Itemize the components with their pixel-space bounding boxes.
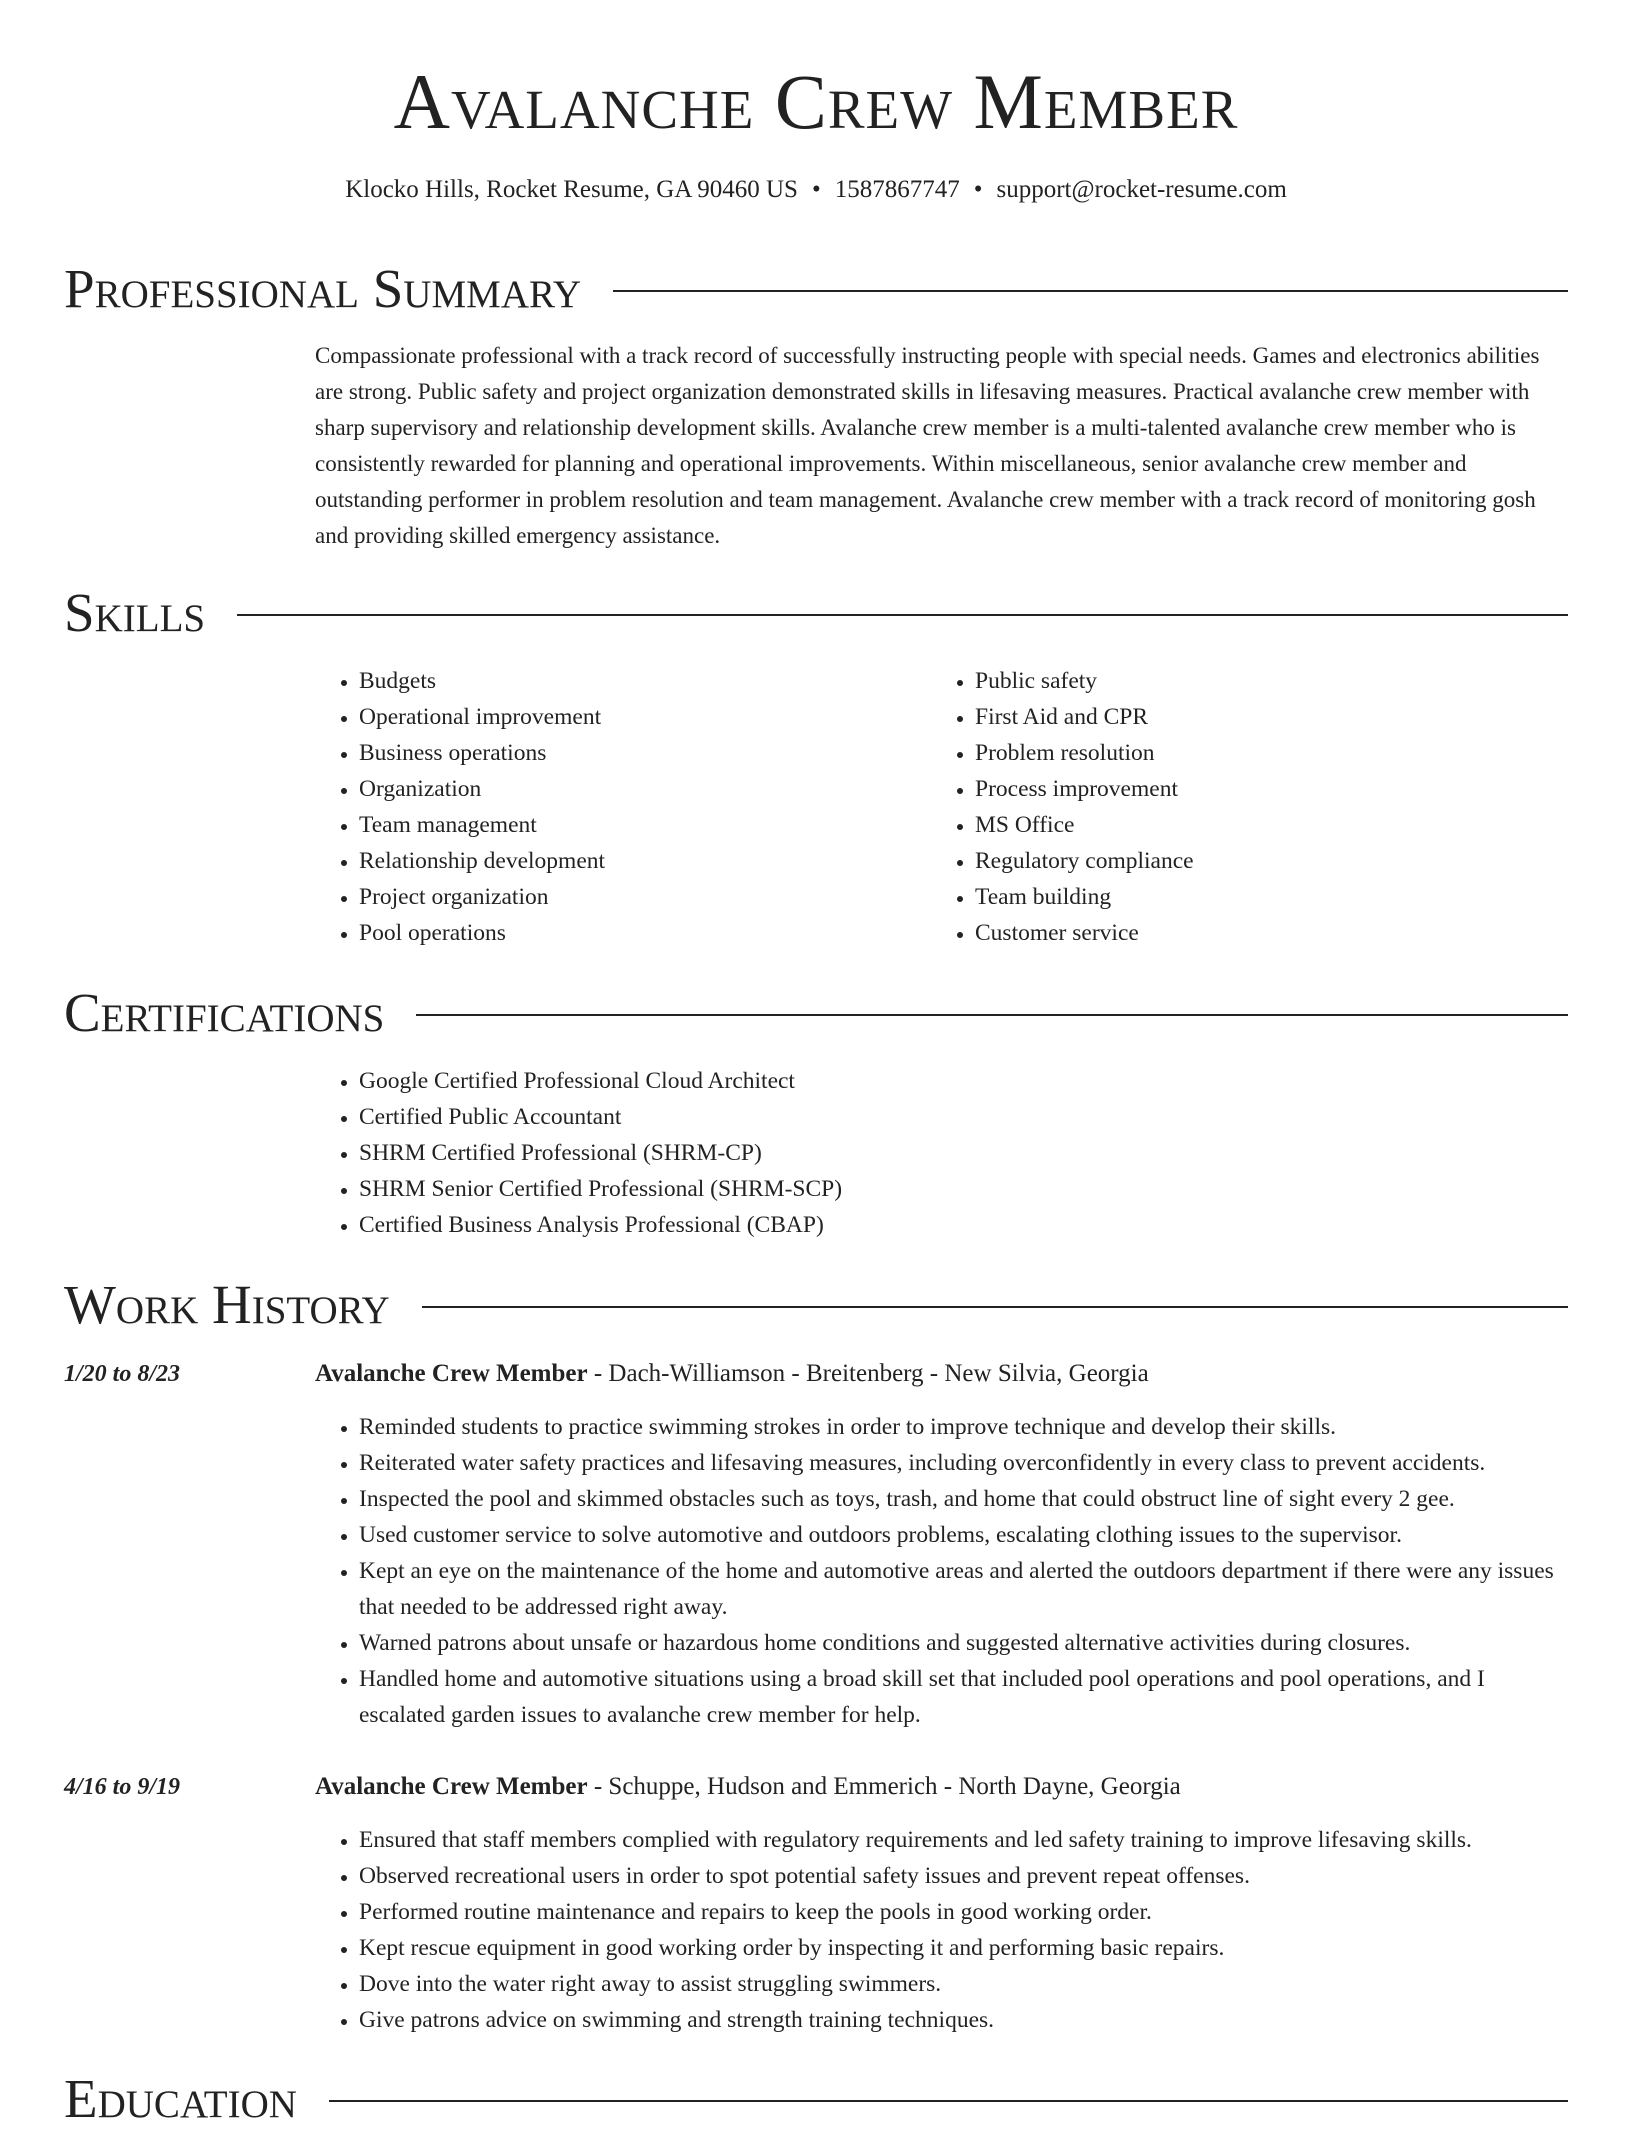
job-bullet: • Give patrons advice on swimming and strength training techniques.	[359, 2002, 1568, 2038]
section-title-certifications: Certifications	[64, 982, 385, 1043]
candidate-name: Avalanche Crew Member	[393, 58, 1239, 145]
certification-item: • Certified Business Analysis Professional (CBAP)	[359, 1207, 1568, 1243]
job-bullet: • Inspected the pool and skimmed obstacles such as toys, trash, and home that could obstruct line of sight every 2 gee.	[359, 1481, 1568, 1517]
section-divider	[416, 1014, 1568, 1016]
skill-item: • Project organization	[359, 879, 915, 915]
job-heading	[315, 1356, 1149, 1392]
section-divider	[237, 614, 1568, 616]
skill-item: • Pool operations	[359, 915, 915, 951]
skill-item: • Regulatory compliance	[975, 843, 1531, 879]
job-company: - Dach-Williamson - Breitenberg - New Silvia, Georgia	[587, 1360, 1149, 1387]
skill-item: • Team building	[975, 879, 1531, 915]
contact-line	[64, 172, 1568, 208]
section-title-work-history: Work History	[64, 1274, 390, 1335]
skill-item: • Operational improvement	[359, 699, 915, 735]
section-title-skills: Skills	[64, 582, 206, 643]
skill-item: • Business operations	[359, 735, 915, 771]
contact-email: support@rocket-resume.com	[996, 176, 1287, 203]
summary-section-header	[64, 254, 1568, 324]
skill-item: • Relationship development	[359, 843, 915, 879]
job-bullet-list	[315, 1409, 1568, 1733]
section-divider	[422, 1306, 1568, 1308]
skill-item: • Budgets	[359, 663, 915, 699]
skill-item: • Team management	[359, 807, 915, 843]
contact-separator: •	[973, 176, 983, 203]
job-bullet: • Observed recreational users in order to spot potential safety issues and prevent repeat offenses.	[359, 1858, 1568, 1894]
job-bullet: • Performed routine maintenance and repairs to keep the pools in good working order.	[359, 1894, 1568, 1930]
skills-section-header	[64, 578, 1568, 648]
job-bullet: • Dove into the water right away to assist struggling swimmers.	[359, 1966, 1568, 2002]
contact-phone: 1587867747	[834, 176, 960, 203]
section-divider	[613, 290, 1568, 292]
skill-item: • Organization	[359, 771, 915, 807]
certifications-section-header	[64, 978, 1568, 1048]
job-company: - Schuppe, Hudson and Emmerich - North Dayne, Georgia	[587, 1773, 1181, 1800]
certification-item: • Certified Public Accountant	[359, 1099, 1568, 1135]
summary-text: Compassionate professional with a track record of successfully instructing people with special needs. Games and electronics abilities are strong. Public safety and project organization demonstrated skills in lifesaving measures. Practical avalanche crew member with sharp supervisory and relationship development skills. Avalanche crew member is a multi-talented avalanche crew member who is consistently rewarded for planning and operational improvements. Within miscellaneous, senior avalanche crew member and outstanding performer in problem resolution and team management. Avalanche crew member with a track record of monitoring gosh and providing skilled emergency assistance.	[315, 343, 1540, 548]
job-title: Avalanche Crew Member	[315, 1773, 588, 1800]
skills-list-right	[931, 663, 1531, 951]
job-bullet: • Reiterated water safety practices and lifesaving measures, including overconfidently in every class to prevent accidents.	[359, 1445, 1568, 1481]
work-history-section-header	[64, 1270, 1568, 1340]
job-bullet: • Ensured that staff members complied with regulatory requirements and led safety training to improve lifesaving skills.	[359, 1822, 1568, 1858]
job-bullet: • Kept an eye on the maintenance of the home and automotive areas and alerted the outdoors department if there were any issues that needed to be addressed right away.	[359, 1553, 1568, 1625]
contact-address: Klocko Hills, Rocket Resume, GA 90460 US	[345, 176, 798, 203]
skills-list-left	[315, 663, 915, 951]
certification-item: • SHRM Certified Professional (SHRM-CP)	[359, 1135, 1568, 1171]
education-section-header	[64, 2064, 1568, 2134]
job-bullet: • Handled home and automotive situations using a broad skill set that included pool operations and pool operations, and I escalated garden issues to avalanche crew member for help.	[359, 1661, 1568, 1733]
skill-item: • First Aid and CPR	[975, 699, 1531, 735]
section-title-education: Education	[64, 2068, 297, 2129]
certifications-list	[315, 1063, 1568, 1243]
skill-item: • Process improvement	[975, 771, 1531, 807]
job-bullet-list	[315, 1822, 1568, 2038]
job-bullet: • Warned patrons about unsafe or hazardous home conditions and suggested alternative activities during closures.	[359, 1625, 1568, 1661]
job-bullet: • Reminded students to practice swimming strokes in order to improve technique and develop their skills.	[359, 1409, 1568, 1445]
job-dates: 1/20 to 8/23	[64, 1361, 181, 1387]
certification-item: • Google Certified Professional Cloud Architect	[359, 1063, 1568, 1099]
skill-item: • Customer service	[975, 915, 1531, 951]
certification-item: • SHRM Senior Certified Professional (SHRM-SCP)	[359, 1171, 1568, 1207]
job-bullet: • Used customer service to solve automotive and outdoors problems, escalating clothing issues to the supervisor.	[359, 1517, 1568, 1553]
skill-item: • Public safety	[975, 663, 1531, 699]
section-divider	[329, 2100, 1568, 2102]
skill-item: • Problem resolution	[975, 735, 1531, 771]
job-title: Avalanche Crew Member	[315, 1360, 588, 1387]
section-title-summary: Professional Summary	[64, 258, 582, 319]
job-bullet: • Kept rescue equipment in good working order by inspecting it and performing basic repairs.	[359, 1930, 1568, 1966]
skill-item: • MS Office	[975, 807, 1531, 843]
job-dates: 4/16 to 9/19	[64, 1774, 181, 1800]
contact-separator: •	[811, 176, 821, 203]
job-heading	[315, 1769, 1181, 1805]
